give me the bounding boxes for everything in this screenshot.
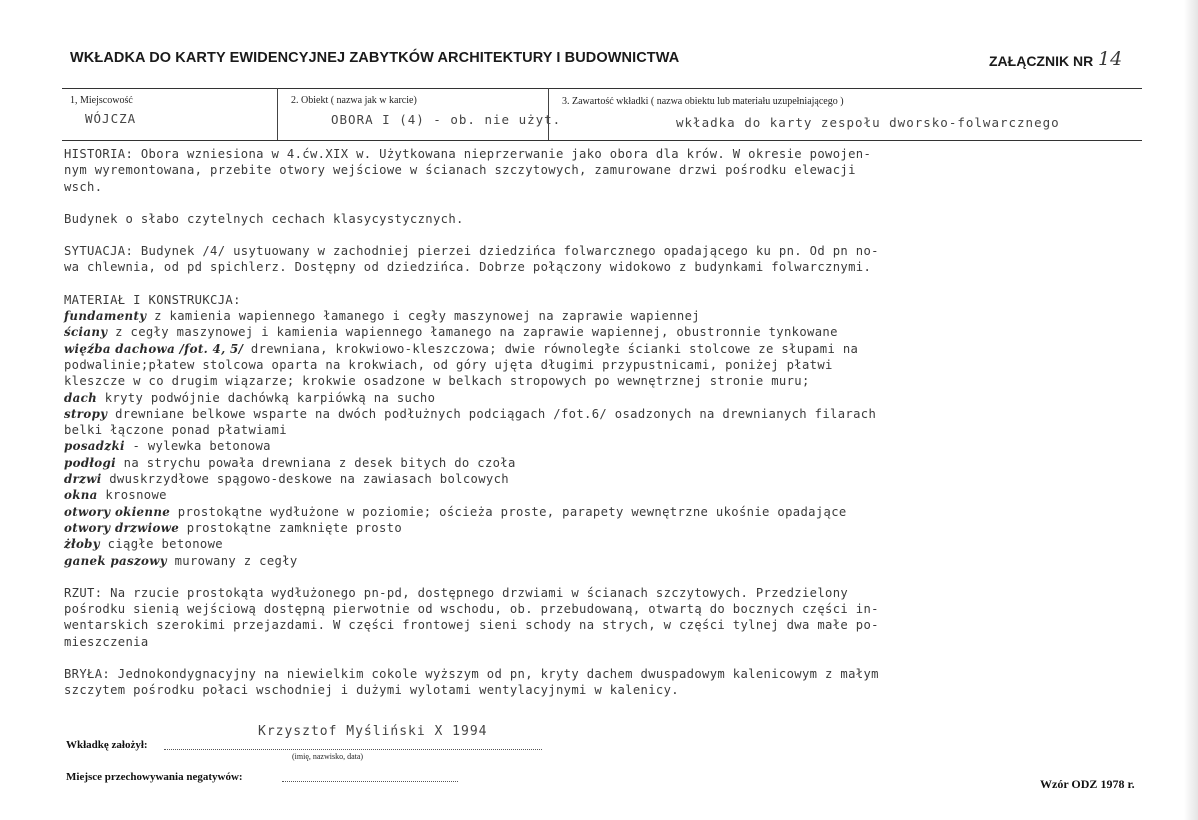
document-body — [64, 146, 1124, 699]
material-name: dach — [64, 390, 98, 405]
form-model: Wzór ODZ 1978 r. — [1040, 777, 1135, 791]
text-line: HISTORIA: Obora wzniesiona w 4.ćw.XIX w. Użytkowana nieprzerwanie jako obora dla krów. W okresie powojen- — [64, 147, 872, 161]
style-note: Budynek o słabo czytelnych cechach klasycystycznych. — [64, 211, 464, 226]
material-item — [64, 520, 1124, 536]
material-item — [64, 455, 1124, 471]
plan-section — [64, 585, 1124, 650]
material-text: drewniane belkowe wsparte na dwóch podłużnych podciągach /fot.6/ osadzonych na drewnianych filarach — [107, 406, 877, 421]
material-text: ciągłe betonowe — [99, 537, 223, 552]
content-label: 3. Zawartość wkładki ( nazwa obiektu lub materiału uzupełniającego ) — [562, 96, 844, 107]
material-name: posadzki — [64, 439, 125, 454]
author-value: Krzysztof Myśliński X 1994 — [258, 724, 488, 739]
material-name: okna — [64, 488, 98, 503]
material-text: kryty podwójnie dachówką karpiówką na sucho — [97, 390, 436, 405]
page-edge-shadow — [1184, 0, 1198, 820]
material-text: podwalinie;płatew stolcowa oparta na krokwiach, od góry ujęta długimi przypustnicami, poniżej płatwi — [64, 357, 833, 372]
material-text: belki łączone ponad płatwiami — [64, 423, 287, 438]
material-text: prostokątne zamknięte prosto — [179, 520, 403, 535]
situation-section — [64, 243, 1124, 276]
locality-value: WÓJCZA — [85, 111, 137, 126]
history-section — [64, 146, 1124, 195]
material-name: ganek paszowy — [64, 553, 167, 568]
content-value: wkładka do karty zespołu dworsko-folwarcznego — [676, 115, 1060, 130]
material-item — [64, 373, 1124, 389]
material-item — [64, 390, 1124, 406]
mass-section — [64, 666, 1124, 699]
author-dotted-line — [164, 749, 542, 750]
material-name: fundamenty — [64, 309, 147, 324]
material-name: stropy — [64, 406, 108, 421]
text-line: mieszczenia — [64, 634, 149, 649]
text-line: szczytem pośrodku połaci wschodniej i dużymi wylotami wentylacyjnymi w kalenicy. — [64, 683, 679, 698]
author-label: Wkładkę założył: — [66, 739, 148, 751]
material-text: - wylewka betonowa — [124, 439, 271, 454]
text-line: wa chlewnia, od pd spichlerz. Dostępny od dziedzińca. Dobrze połączony widokowo z budynkami folwarcznymi. — [64, 260, 872, 275]
material-name: drzwi — [64, 472, 102, 487]
object-value: OBORA I (4) - ob. nie użyt. — [331, 112, 562, 127]
material-name: żłoby — [64, 537, 100, 552]
text-line: SYTUACJA: Budynek /4/ usytuowany w zachodniej pierzei dziedzińca folwarcznego opadającego ku pn. Od pn no- — [64, 244, 879, 259]
material-text: murowany z cegły — [166, 553, 298, 568]
annex-label: ZAŁĄCZNIK NR — [989, 53, 1094, 69]
material-name: podłogi — [64, 455, 116, 470]
material-text: prostokątne wydłużone w poziomie; ościeża proste, parapety wewnętrzne ukośnie opadające — [170, 504, 847, 519]
material-item — [64, 357, 1124, 373]
material-item — [64, 536, 1124, 552]
field-divider-1 — [277, 88, 278, 140]
material-name: otwory okienne — [64, 504, 171, 519]
material-item — [64, 553, 1124, 569]
material-name: ściany — [64, 325, 108, 340]
material-item — [64, 341, 1124, 357]
text-line: wsch. — [64, 179, 103, 194]
text-line: wentarskich szerokimi przejazdami. W części frontowej sieni schody na strych, w części tylnej dwa małe po- — [64, 618, 879, 633]
negatives-label: Miejsce przechowywania negatywów: — [66, 771, 243, 783]
material-item — [64, 422, 1124, 438]
material-name: więźba dachowa /fot. 4, 5/ — [64, 341, 244, 356]
text-line: pośrodku sienią wejściową dostępną pierwotnie od wschodu, ob. przebudowaną, otwartą do bocznych części in- — [64, 602, 879, 617]
material-text: na strychu powała drewniana z desek bitych do czoła — [115, 455, 516, 470]
material-item — [64, 487, 1124, 503]
text-line: nym wyremontowana, przebite otwory wejściowe w ścianach szczytowych, zamurowane drzwi pośrodku elewacji — [64, 163, 856, 178]
material-text: drewniana, krokwiowo-kleszczowa; dwie równoległe ścianki stolcowe ze słupami na — [243, 341, 859, 356]
material-item — [64, 438, 1124, 454]
annex-number-handwritten: 14 — [1098, 48, 1123, 70]
material-text: kleszcze w co drugim wiązarze; krokwie osadzone w belkach stropowych po wewnętrznej stronie muru; — [64, 374, 810, 389]
locality-label: 1, Miejscowość — [70, 95, 133, 106]
material-text: z kamienia wapiennego łamanego i cegły maszynowej na zaprawie wapiennej — [146, 309, 700, 324]
material-item — [64, 308, 1124, 324]
material-item — [64, 471, 1124, 487]
material-name: otwory drzwiowe — [64, 520, 180, 535]
text-line: BRYŁA: Jednokondygnacyjny na niewielkim cokole wyższym od pn, kryty dachem dwuspadowym kalenicowym z małym — [64, 667, 879, 682]
material-text: krosnowe — [97, 488, 167, 503]
form-title: WKŁADKA DO KARTY EWIDENCYJNEJ ZABYTKÓW ARCHITEKTURY I BUDOWNICTWA — [70, 50, 680, 66]
header-bottom-rule — [62, 140, 1142, 141]
material-text: z cegły maszynowej i kamienia wapiennego łamanego na zaprawie wapiennej, obustronnie tynkowane — [107, 325, 838, 340]
materials-section — [64, 292, 1124, 569]
material-text: dwuskrzydłowe spągowo-deskowe na zawiasach bolcowych — [101, 472, 509, 487]
author-hint: (imię, nazwisko, data) — [292, 752, 364, 761]
material-item — [64, 324, 1124, 340]
material-item — [64, 406, 1124, 422]
negatives-dotted-line — [282, 781, 458, 782]
object-label: 2. Obiekt ( nazwa jak w karcie) — [291, 95, 417, 106]
material-item — [64, 504, 1124, 520]
text-line: RZUT: Na rzucie prostokąta wydłużonego pn-pd, dostępnego drzwiami w ścianach szczytowych. Przedzielony — [64, 585, 849, 600]
materials-heading: MATERIAŁ I KONSTRUKCJA: — [64, 292, 241, 307]
header-top-rule — [62, 88, 1142, 89]
